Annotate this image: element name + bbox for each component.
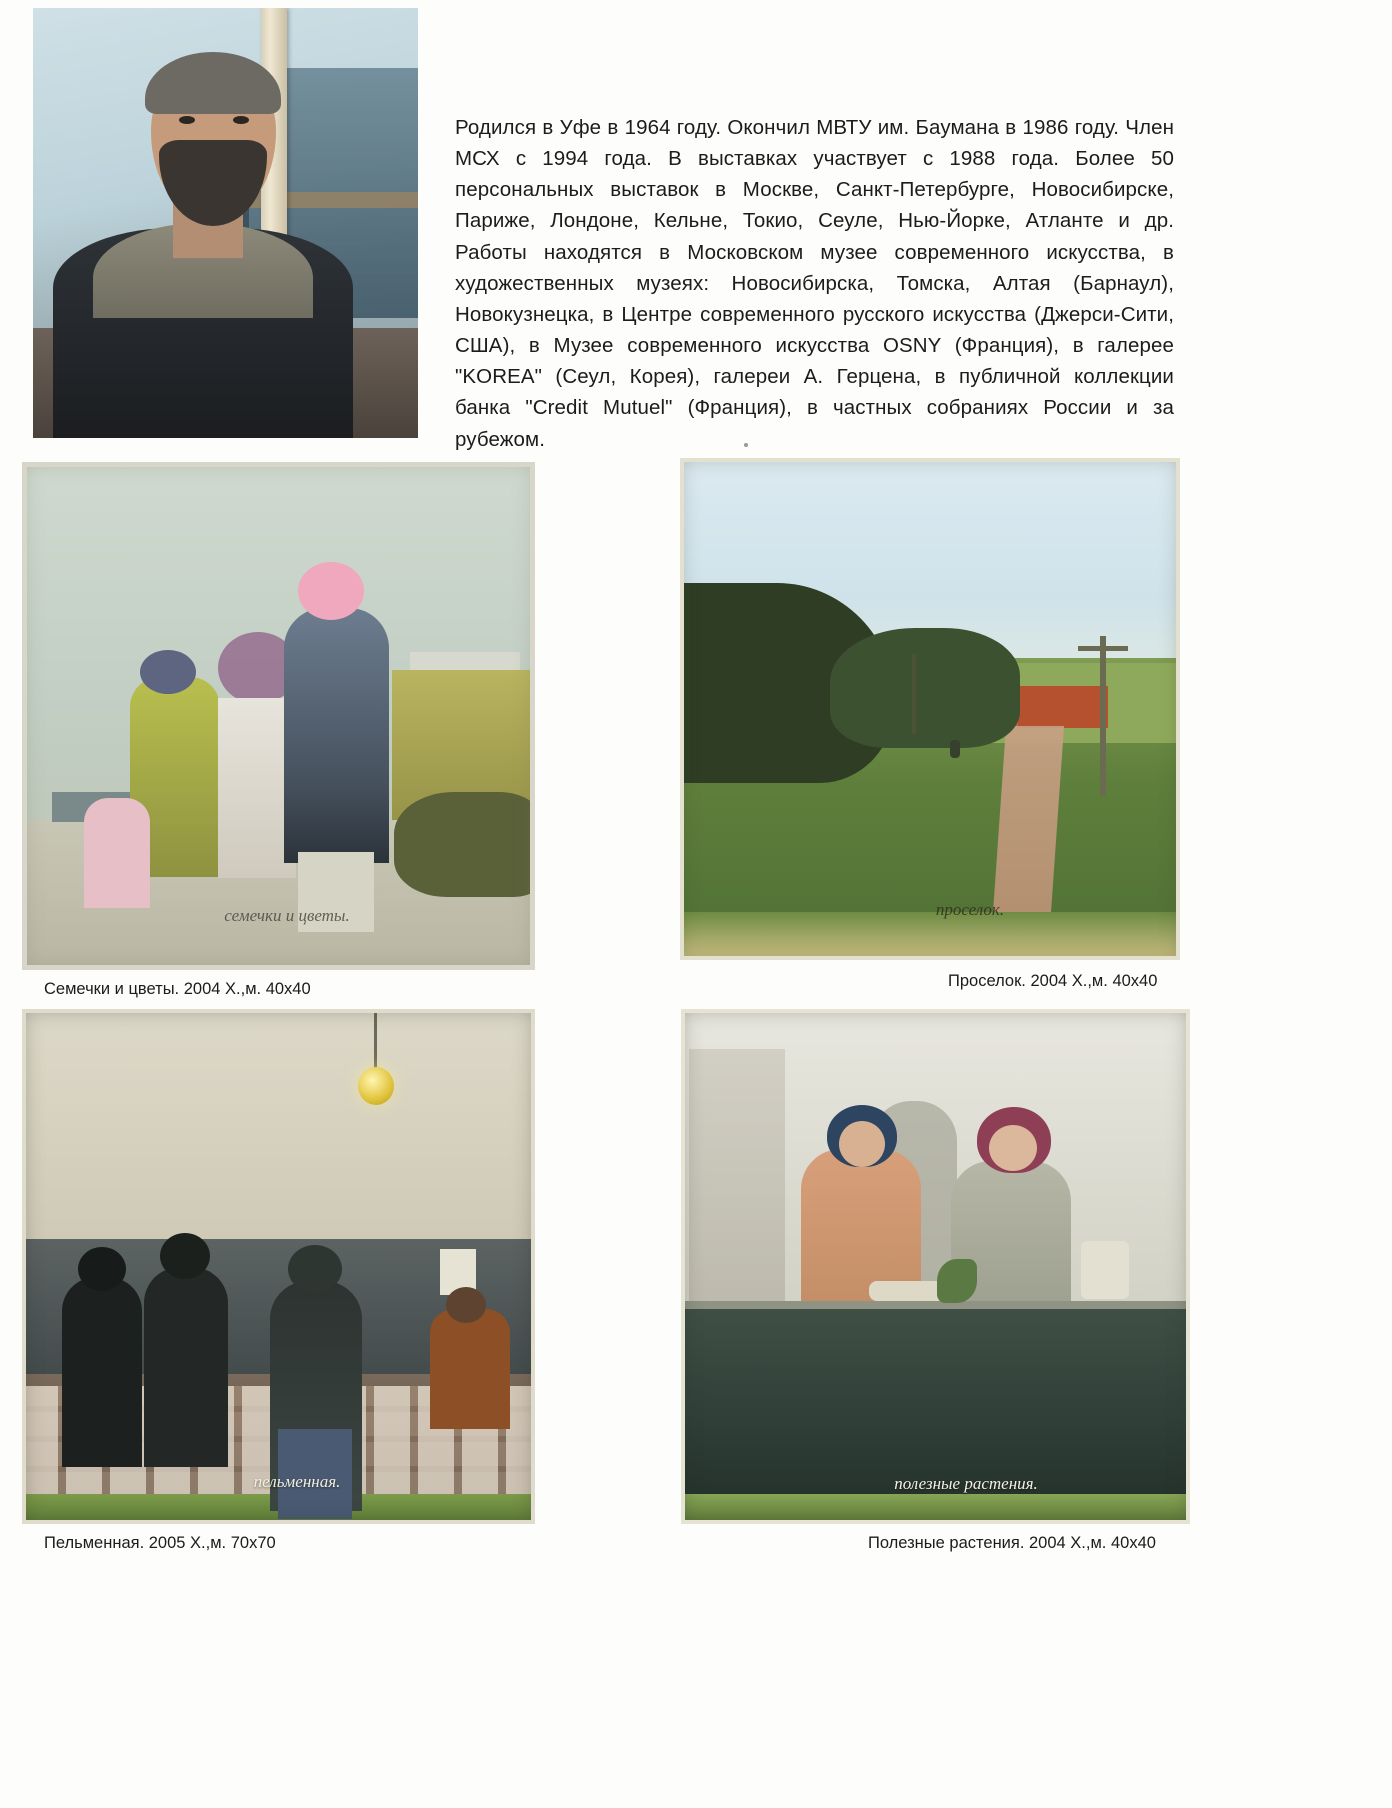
- artwork-country-road[interactable]: [680, 458, 1180, 960]
- artwork-image: [681, 1009, 1190, 1524]
- artist-portrait-photo: [33, 8, 418, 438]
- artwork-caption-country-road: Проселок. 2004 Х.,м. 40x40: [948, 972, 1158, 990]
- artwork-caption-dumpling-house: Пельменная. 2005 Х.,м. 70x70: [44, 1534, 276, 1552]
- painting-signature: полезные растения.: [894, 1474, 1038, 1493]
- painting-edge: [22, 1009, 535, 1524]
- artwork-image: [22, 462, 535, 970]
- artwork-image: [22, 1009, 535, 1524]
- artwork-caption-seeds-and-flowers: Семечки и цветы. 2004 Х.,м. 40x40: [44, 980, 311, 998]
- artwork-useful-plants[interactable]: [681, 1009, 1190, 1524]
- artwork-image: [680, 458, 1180, 960]
- painting-signature: пельменная.: [253, 1472, 341, 1491]
- artwork-caption-useful-plants: Полезные растения. 2004 Х.,м. 40x40: [868, 1534, 1156, 1552]
- portrait-eye-right: [233, 116, 249, 124]
- painting-edge: [22, 462, 535, 970]
- painting-edge: [681, 1009, 1190, 1524]
- painting-signature: проселок.: [935, 900, 1005, 919]
- artist-biography-text: Родился в Уфе в 1964 году. Окончил МВТУ им. Баумана в 1986 году. Член МСХ с 1994 года. В выставках участвует с 1988 года. Более 50 персональных выставок в Москве, Санкт-Петербурге, Новосибирске, Париже, Лондоне, Кельне, Токио, Сеуле, Нью-Йорке, Атланте и др. Работы находятся в Московском музее современного искусства, в художественных музеях: Новосибирска, Томска, Алтая (Барнаул), Новокузнецка, в Центре современного русского искусства (Джерси-Сити, США), в Музее современного искусства OSNY (Франция), в галерее "KOREA" (Сеул, Корея), галереи А. Герцена, в публичной коллекции банка "Credit Mutuel" (Франция), в частных собраниях России и за рубежом.: [455, 116, 1174, 451]
- painting-signature: семечки и цветы.: [224, 906, 350, 925]
- page-speck: [744, 443, 748, 447]
- artwork-dumpling-house[interactable]: [22, 1009, 535, 1524]
- artwork-seeds-and-flowers[interactable]: [22, 462, 535, 970]
- artist-header: [0, 0, 1392, 452]
- painting-edge: [680, 458, 1180, 960]
- portrait-eye-left: [179, 116, 195, 124]
